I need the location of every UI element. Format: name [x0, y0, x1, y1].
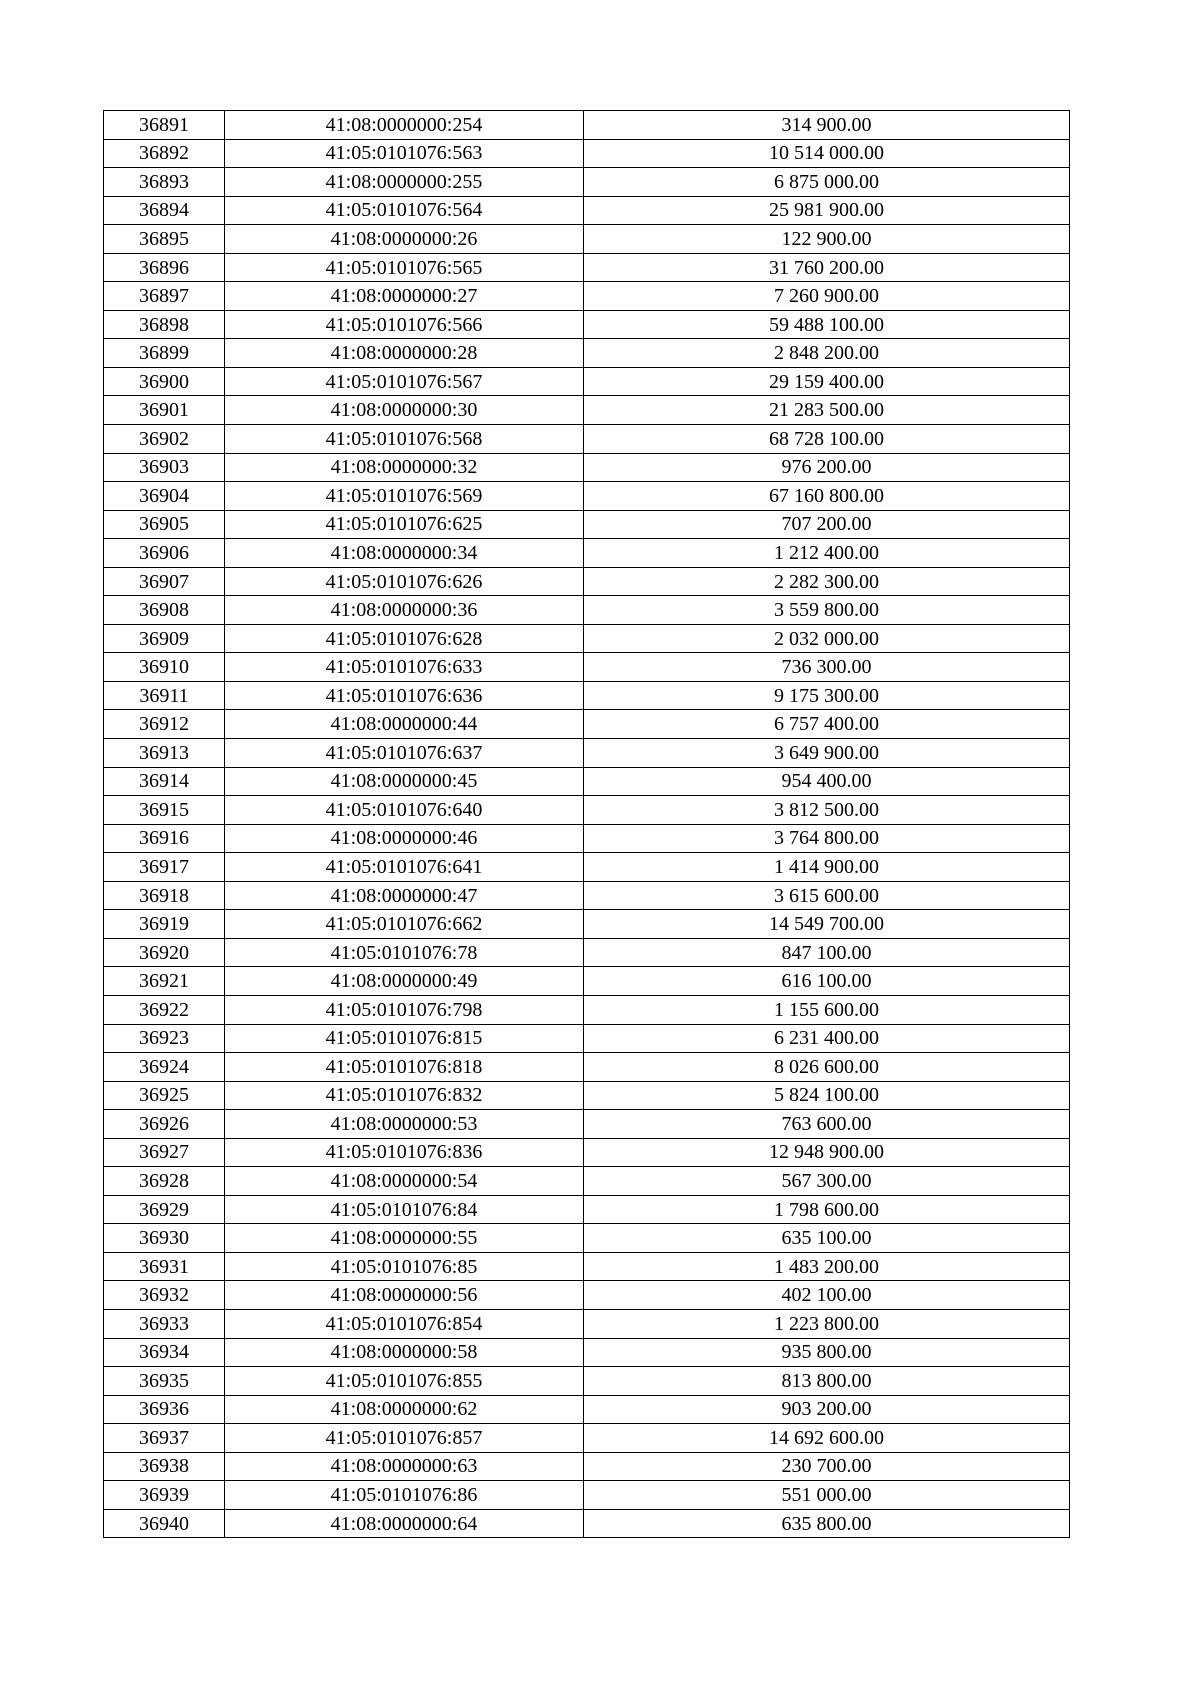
cadastral-value-cell: 402 100.00 [584, 1281, 1070, 1310]
cadastral-value-cell: 551 000.00 [584, 1481, 1070, 1510]
cadastral-value-cell: 314 900.00 [584, 111, 1070, 140]
row-number-cell: 36900 [104, 367, 225, 396]
cadastral-number-cell: 41:08:0000000:55 [225, 1224, 584, 1253]
cadastral-value-cell: 635 100.00 [584, 1224, 1070, 1253]
row-number-cell: 36937 [104, 1424, 225, 1453]
row-number-cell: 36916 [104, 824, 225, 853]
table-row [104, 1110, 1070, 1139]
cadastral-value-cell: 59 488 100.00 [584, 310, 1070, 339]
row-number-cell: 36910 [104, 653, 225, 682]
row-number-cell: 36911 [104, 681, 225, 710]
cadastral-number-cell: 41:05:0101076:818 [225, 1053, 584, 1082]
cadastral-number-cell: 41:05:0101076:637 [225, 739, 584, 768]
table-row [104, 1338, 1070, 1367]
cadastral-number-cell: 41:05:0101076:662 [225, 910, 584, 939]
row-number-cell: 36934 [104, 1338, 225, 1367]
row-number-cell: 36919 [104, 910, 225, 939]
cadastral-value-cell: 21 283 500.00 [584, 396, 1070, 425]
cadastral-value-cell: 68 728 100.00 [584, 425, 1070, 454]
table-row [104, 739, 1070, 768]
row-number-cell: 36904 [104, 482, 225, 511]
row-number-cell: 36894 [104, 196, 225, 225]
table-row [104, 1281, 1070, 1310]
table-row [104, 910, 1070, 939]
cadastral-value-cell: 1 483 200.00 [584, 1252, 1070, 1281]
cadastral-value-cell: 12 948 900.00 [584, 1138, 1070, 1167]
cadastral-value-cell: 813 800.00 [584, 1367, 1070, 1396]
table-row [104, 567, 1070, 596]
cadastral-value-cell: 3 649 900.00 [584, 739, 1070, 768]
cadastral-value-cell: 230 700.00 [584, 1452, 1070, 1481]
table-row [104, 967, 1070, 996]
cadastral-value-cell: 736 300.00 [584, 653, 1070, 682]
table-row [104, 196, 1070, 225]
cadastral-number-cell: 41:08:0000000:47 [225, 881, 584, 910]
row-number-cell: 36917 [104, 853, 225, 882]
row-number-cell: 36939 [104, 1481, 225, 1510]
table-row [104, 482, 1070, 511]
row-number-cell: 36893 [104, 168, 225, 197]
cadastral-value-cell: 7 260 900.00 [584, 282, 1070, 311]
cadastral-value-cell: 67 160 800.00 [584, 482, 1070, 511]
cadastral-number-cell: 41:08:0000000:58 [225, 1338, 584, 1367]
table-row [104, 824, 1070, 853]
cadastral-number-cell: 41:05:0101076:563 [225, 139, 584, 168]
table-row [104, 1024, 1070, 1053]
cadastral-number-cell: 41:08:0000000:64 [225, 1509, 584, 1538]
table-row [104, 1481, 1070, 1510]
table-row [104, 1395, 1070, 1424]
table-row [104, 1195, 1070, 1224]
cadastral-number-cell: 41:05:0101076:832 [225, 1081, 584, 1110]
cadastral-number-cell: 41:08:0000000:45 [225, 767, 584, 796]
row-number-cell: 36921 [104, 967, 225, 996]
cadastral-number-cell: 41:08:0000000:54 [225, 1167, 584, 1196]
cadastral-number-cell: 41:08:0000000:255 [225, 168, 584, 197]
cadastral-number-cell: 41:05:0101076:625 [225, 510, 584, 539]
cadastral-value-cell: 2 282 300.00 [584, 567, 1070, 596]
cadastral-number-cell: 41:05:0101076:855 [225, 1367, 584, 1396]
cadastral-value-cell: 122 900.00 [584, 225, 1070, 254]
cadastral-value-cell: 903 200.00 [584, 1395, 1070, 1424]
cadastral-number-cell: 41:05:0101076:569 [225, 482, 584, 511]
table-row [104, 539, 1070, 568]
row-number-cell: 36899 [104, 339, 225, 368]
table-row [104, 1224, 1070, 1253]
table-row [104, 710, 1070, 739]
cadastral-number-cell: 41:05:0101076:641 [225, 853, 584, 882]
cadastral-value-cell: 2 032 000.00 [584, 624, 1070, 653]
row-number-cell: 36912 [104, 710, 225, 739]
table-row [104, 1509, 1070, 1538]
cadastral-value-cell: 847 100.00 [584, 938, 1070, 967]
cadastral-value-cell: 1 155 600.00 [584, 995, 1070, 1024]
table-row [104, 624, 1070, 653]
row-number-cell: 36935 [104, 1367, 225, 1396]
table-row [104, 1424, 1070, 1453]
cadastral-value-cell: 976 200.00 [584, 453, 1070, 482]
row-number-cell: 36907 [104, 567, 225, 596]
table-row [104, 396, 1070, 425]
row-number-cell: 36940 [104, 1509, 225, 1538]
cadastral-number-cell: 41:05:0101076:565 [225, 253, 584, 282]
cadastral-number-cell: 41:08:0000000:53 [225, 1110, 584, 1139]
cadastral-number-cell: 41:05:0101076:857 [225, 1424, 584, 1453]
table-row [104, 1367, 1070, 1396]
table-row [104, 767, 1070, 796]
table-row [104, 596, 1070, 625]
row-number-cell: 36931 [104, 1252, 225, 1281]
cadastral-value-cell: 567 300.00 [584, 1167, 1070, 1196]
cadastral-number-cell: 41:08:0000000:63 [225, 1452, 584, 1481]
cadastral-value-cell: 14 692 600.00 [584, 1424, 1070, 1453]
cadastral-value-cell: 3 764 800.00 [584, 824, 1070, 853]
table-row [104, 367, 1070, 396]
row-number-cell: 36923 [104, 1024, 225, 1053]
row-number-cell: 36918 [104, 881, 225, 910]
cadastral-value-cell: 1 223 800.00 [584, 1309, 1070, 1338]
row-number-cell: 36932 [104, 1281, 225, 1310]
row-number-cell: 36903 [104, 453, 225, 482]
table-row [104, 796, 1070, 825]
row-number-cell: 36892 [104, 139, 225, 168]
cadastral-value-cell: 14 549 700.00 [584, 910, 1070, 939]
row-number-cell: 36898 [104, 310, 225, 339]
cadastral-value-cell: 25 981 900.00 [584, 196, 1070, 225]
cadastral-value-cell: 935 800.00 [584, 1338, 1070, 1367]
cadastral-value-cell: 3 812 500.00 [584, 796, 1070, 825]
table-row [104, 1452, 1070, 1481]
table-row [104, 1053, 1070, 1082]
table-row [104, 168, 1070, 197]
cadastral-number-cell: 41:05:0101076:567 [225, 367, 584, 396]
cadastral-value-cell: 6 757 400.00 [584, 710, 1070, 739]
cadastral-number-cell: 41:08:0000000:254 [225, 111, 584, 140]
cadastral-number-cell: 41:05:0101076:854 [225, 1309, 584, 1338]
cadastral-value-table [103, 110, 1070, 1538]
row-number-cell: 36938 [104, 1452, 225, 1481]
table-row [104, 310, 1070, 339]
cadastral-number-cell: 41:05:0101076:564 [225, 196, 584, 225]
row-number-cell: 36924 [104, 1053, 225, 1082]
row-number-cell: 36891 [104, 111, 225, 140]
cadastral-value-cell: 8 026 600.00 [584, 1053, 1070, 1082]
row-number-cell: 36915 [104, 796, 225, 825]
row-number-cell: 36897 [104, 282, 225, 311]
row-number-cell: 36926 [104, 1110, 225, 1139]
table-row [104, 282, 1070, 311]
table-row [104, 853, 1070, 882]
cadastral-number-cell: 41:08:0000000:44 [225, 710, 584, 739]
table-row [104, 938, 1070, 967]
cadastral-value-cell: 1 798 600.00 [584, 1195, 1070, 1224]
cadastral-number-cell: 41:08:0000000:46 [225, 824, 584, 853]
cadastral-number-cell: 41:05:0101076:628 [225, 624, 584, 653]
row-number-cell: 36922 [104, 995, 225, 1024]
cadastral-number-cell: 41:05:0101076:78 [225, 938, 584, 967]
cadastral-number-cell: 41:05:0101076:836 [225, 1138, 584, 1167]
table-row [104, 881, 1070, 910]
cadastral-number-cell: 41:05:0101076:798 [225, 995, 584, 1024]
table-row [104, 225, 1070, 254]
table-row [104, 1167, 1070, 1196]
cadastral-number-cell: 41:05:0101076:568 [225, 425, 584, 454]
cadastral-number-cell: 41:05:0101076:640 [225, 796, 584, 825]
cadastral-value-cell: 3 559 800.00 [584, 596, 1070, 625]
table-row [104, 339, 1070, 368]
table-row [104, 1138, 1070, 1167]
table-row [104, 681, 1070, 710]
table-row [104, 453, 1070, 482]
table-body [104, 111, 1070, 1538]
row-number-cell: 36901 [104, 396, 225, 425]
cadastral-value-cell: 31 760 200.00 [584, 253, 1070, 282]
row-number-cell: 36930 [104, 1224, 225, 1253]
row-number-cell: 36896 [104, 253, 225, 282]
table-row [104, 1309, 1070, 1338]
row-number-cell: 36913 [104, 739, 225, 768]
table-row [104, 1081, 1070, 1110]
cadastral-value-cell: 763 600.00 [584, 1110, 1070, 1139]
cadastral-value-cell: 954 400.00 [584, 767, 1070, 796]
row-number-cell: 36933 [104, 1309, 225, 1338]
cadastral-number-cell: 41:05:0101076:566 [225, 310, 584, 339]
cadastral-number-cell: 41:05:0101076:84 [225, 1195, 584, 1224]
cadastral-number-cell: 41:05:0101076:636 [225, 681, 584, 710]
row-number-cell: 36895 [104, 225, 225, 254]
cadastral-value-cell: 9 175 300.00 [584, 681, 1070, 710]
cadastral-number-cell: 41:08:0000000:30 [225, 396, 584, 425]
cadastral-value-cell: 1 212 400.00 [584, 539, 1070, 568]
cadastral-value-cell: 616 100.00 [584, 967, 1070, 996]
cadastral-value-cell: 635 800.00 [584, 1509, 1070, 1538]
cadastral-value-cell: 6 875 000.00 [584, 168, 1070, 197]
cadastral-number-cell: 41:08:0000000:56 [225, 1281, 584, 1310]
row-number-cell: 36906 [104, 539, 225, 568]
cadastral-number-cell: 41:05:0101076:815 [225, 1024, 584, 1053]
row-number-cell: 36929 [104, 1195, 225, 1224]
row-number-cell: 36909 [104, 624, 225, 653]
row-number-cell: 36908 [104, 596, 225, 625]
row-number-cell: 36925 [104, 1081, 225, 1110]
table-row [104, 111, 1070, 140]
cadastral-number-cell: 41:05:0101076:626 [225, 567, 584, 596]
cadastral-number-cell: 41:08:0000000:26 [225, 225, 584, 254]
table-row [104, 510, 1070, 539]
table-row [104, 653, 1070, 682]
cadastral-value-cell: 5 824 100.00 [584, 1081, 1070, 1110]
row-number-cell: 36927 [104, 1138, 225, 1167]
cadastral-value-cell: 3 615 600.00 [584, 881, 1070, 910]
table-row [104, 995, 1070, 1024]
row-number-cell: 36914 [104, 767, 225, 796]
cadastral-number-cell: 41:05:0101076:86 [225, 1481, 584, 1510]
cadastral-number-cell: 41:08:0000000:36 [225, 596, 584, 625]
cadastral-value-cell: 29 159 400.00 [584, 367, 1070, 396]
cadastral-number-cell: 41:08:0000000:49 [225, 967, 584, 996]
row-number-cell: 36920 [104, 938, 225, 967]
cadastral-value-cell: 707 200.00 [584, 510, 1070, 539]
row-number-cell: 36902 [104, 425, 225, 454]
table-row [104, 139, 1070, 168]
cadastral-number-cell: 41:08:0000000:32 [225, 453, 584, 482]
row-number-cell: 36928 [104, 1167, 225, 1196]
cadastral-number-cell: 41:08:0000000:27 [225, 282, 584, 311]
cadastral-value-cell: 6 231 400.00 [584, 1024, 1070, 1053]
table-row [104, 1252, 1070, 1281]
row-number-cell: 36905 [104, 510, 225, 539]
cadastral-number-cell: 41:05:0101076:633 [225, 653, 584, 682]
cadastral-number-cell: 41:08:0000000:28 [225, 339, 584, 368]
table-row [104, 425, 1070, 454]
cadastral-value-cell: 1 414 900.00 [584, 853, 1070, 882]
row-number-cell: 36936 [104, 1395, 225, 1424]
cadastral-value-cell: 2 848 200.00 [584, 339, 1070, 368]
cadastral-value-cell: 10 514 000.00 [584, 139, 1070, 168]
cadastral-number-cell: 41:08:0000000:34 [225, 539, 584, 568]
cadastral-number-cell: 41:08:0000000:62 [225, 1395, 584, 1424]
table-row [104, 253, 1070, 282]
cadastral-number-cell: 41:05:0101076:85 [225, 1252, 584, 1281]
